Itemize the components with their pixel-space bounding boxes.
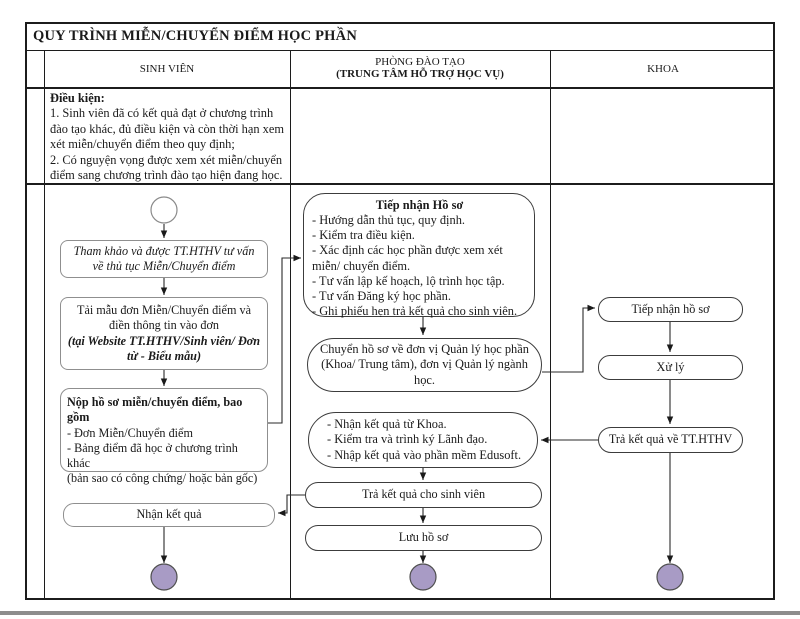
lane-divider-office-faculty [550,50,551,600]
condition-row-divider [25,183,775,185]
conditions-item-1: 1. Sinh viên đã có kết quả đạt ở chương trình đào tạo khác, đủ điều kiện và còn thời hạn xem xét miễn/chuyển điểm theo quy định; [50,106,284,152]
student-step3-item: (bản sao có công chứng/ hoặc bản gốc) [67,471,258,486]
office-step3-item: - Nhận kết quả từ Khoa. [327,416,447,431]
student-step4-box: Nhận kết quả [63,503,275,527]
faculty-step1-box: Tiếp nhận hồ sơ [598,297,743,322]
office-step1-item: - Ghi phiếu hẹn trả kết quả cho sinh viên. [312,303,518,318]
student-step2-note: (tại Website TT.HTHV/Sinh viên/ Đơn từ - Biểu mẫu) [67,333,261,363]
office-step1-item: - Kiểm tra điều kiện. [312,228,415,243]
lane-header-faculty: KHOA [647,63,679,75]
student-step3-box [60,388,268,486]
faculty-step3-box: Trả kết quả về TT.HTHV [598,427,743,453]
lane-header-office-line2: (TRUNG TÂM HỖ TRỢ HỌC VỤ) [336,68,504,80]
office-step5-box: Lưu hồ sơ [305,525,542,551]
office-step3-item: - Kiểm tra và trình ký Lãnh đạo. [327,432,488,447]
lane-header-student: SINH VIÊN [139,63,195,75]
office-step1-box [303,193,535,317]
student-step3-title: Nộp hồ sơ miễn/chuyển điểm, bao gồm [67,395,243,425]
student-step1-box: Tham khảo và được TT.HTHV tư vấn về thủ tục Miễn/Chuyển điểm [60,240,268,278]
office-step2-box: Chuyển hồ sơ về đơn vị Quản lý học phần (Khoa/ Trung tâm), đơn vị Quản lý ngành học. [307,338,542,392]
conditions-cell [50,91,289,183]
margin-column-divider [44,50,45,600]
office-step1-title: Tiếp nhận Hồ sơ [375,198,464,212]
student-step2-text: Tải mẫu đơn Miễn/Chuyển điểm và điền thông tin vào đơn [77,303,251,333]
office-step3-item: - Nhập kết quả vào phần mềm Edusoft. [327,447,522,462]
office-step4-box: Trả kết quả cho sinh viên [305,482,542,508]
page-title: QUY TRÌNH MIỄN/CHUYỂN ĐIỂM HỌC PHẦN [33,28,357,44]
office-step1-item: - Xác định các học phần được xem xét miễn/ chuyển điểm. [312,243,503,273]
student-step3-item: - Đơn Miễn/Chuyển điểm [67,425,193,440]
conditions-heading: Điều kiện: [50,91,105,105]
lane-divider-student-office [290,50,291,600]
office-step3-box [308,412,538,468]
page-edge-bar [0,611,800,615]
office-step1-item: - Tư vấn lập kế hoạch, lộ trình học tập. [312,273,505,288]
lane-header-office [290,56,550,80]
student-step3-item: - Bảng điểm đã học ở chương trình khác [67,440,238,470]
office-step1-item: - Hướng dẫn thủ tục, quy định. [312,213,465,228]
title-row-divider [25,50,775,51]
office-step1-item: - Tư vấn Đăng ký học phần. [312,288,451,303]
student-step2-box [60,297,268,370]
header-row-divider [25,87,775,89]
faculty-step2-box: Xử lý [598,355,743,380]
lane-header-office-line1: PHÒNG ĐÀO TẠO [375,56,465,68]
conditions-item-2: 2. Có nguyện vọng được xem xét miễn/chuyển điểm sang chương trình đào tạo hiện đang học. [50,152,283,182]
